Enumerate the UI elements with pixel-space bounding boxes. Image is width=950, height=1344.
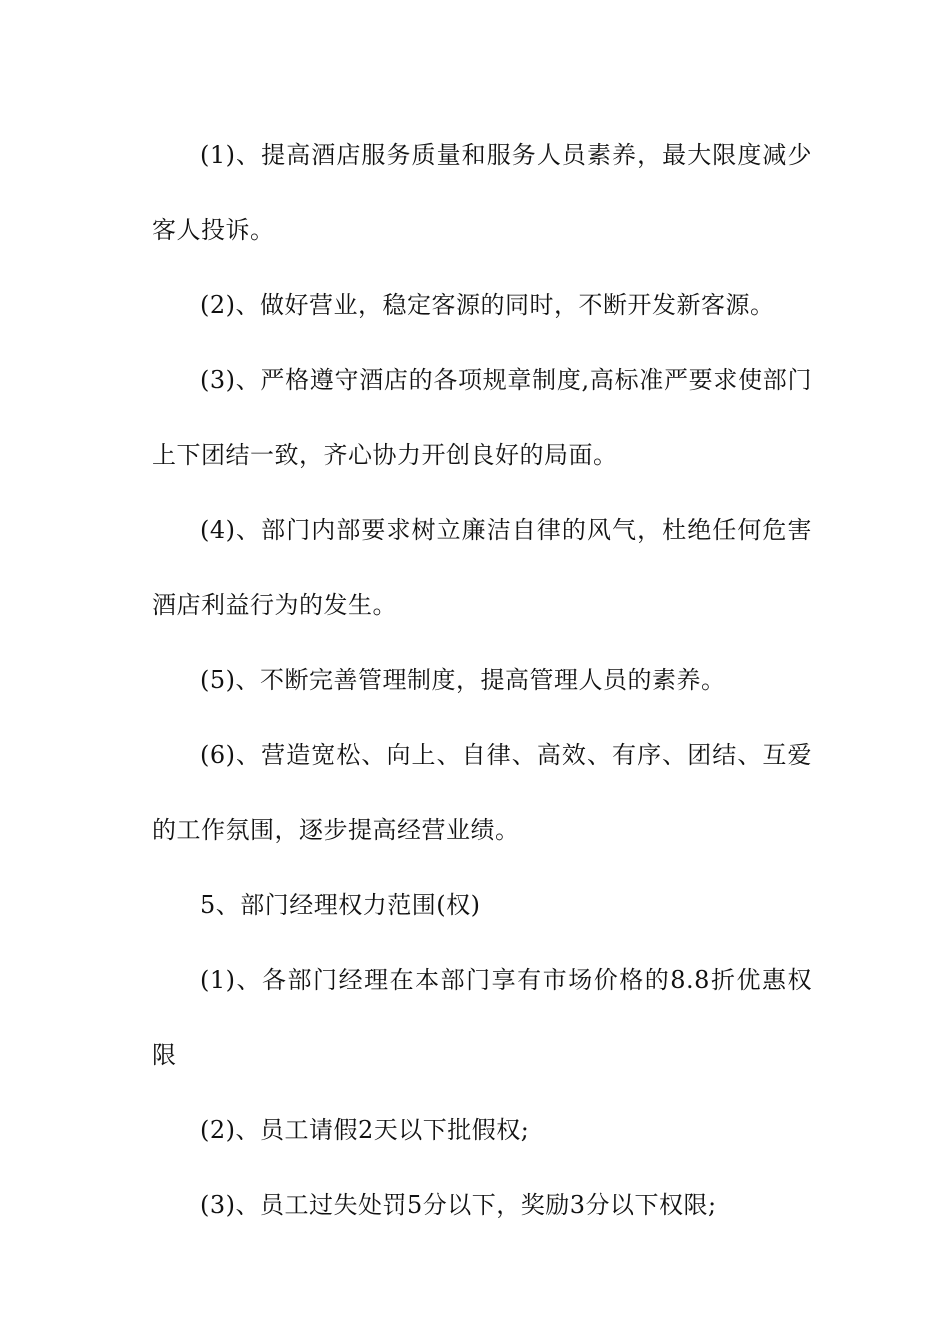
paragraph-goal-4: (4)、部门内部要求树立廉洁自律的风气，杜绝任何危害酒店利益行为的发生。 xyxy=(152,516,812,619)
paragraph-authority-1: (1)、各部门经理在本部门享有市场价格的8.8折优惠权限 xyxy=(152,966,812,1069)
paragraph-goal-5: (5)、不断完善管理制度，提高管理人员的素养。 xyxy=(200,666,726,694)
section-heading-manager-authority: 5、部门经理权力范围(权) xyxy=(200,891,481,919)
paragraph-authority-2: (2)、员工请假2天以下批假权; xyxy=(200,1116,530,1144)
paragraph-goal-2: (2)、做好营业，稳定客源的同时，不断开发新客源。 xyxy=(200,291,775,319)
paragraph-goal-6: (6)、营造宽松、向上、自律、高效、有序、团结、互爱的工作氛围，逐步提高经营业绩。 xyxy=(152,741,812,844)
paragraph-authority-3: (3)、员工过失处罚5分以下，奖励3分以下权限; xyxy=(200,1191,717,1219)
document-body xyxy=(152,118,812,1243)
paragraph-goal-3: (3)、严格遵守酒店的各项规章制度,高标准严要求使部门上下团结一致，齐心协力开创良好的局面。 xyxy=(152,366,812,469)
paragraph-goal-1: (1)、提高酒店服务质量和服务人员素养，最大限度减少客人投诉。 xyxy=(152,141,812,244)
